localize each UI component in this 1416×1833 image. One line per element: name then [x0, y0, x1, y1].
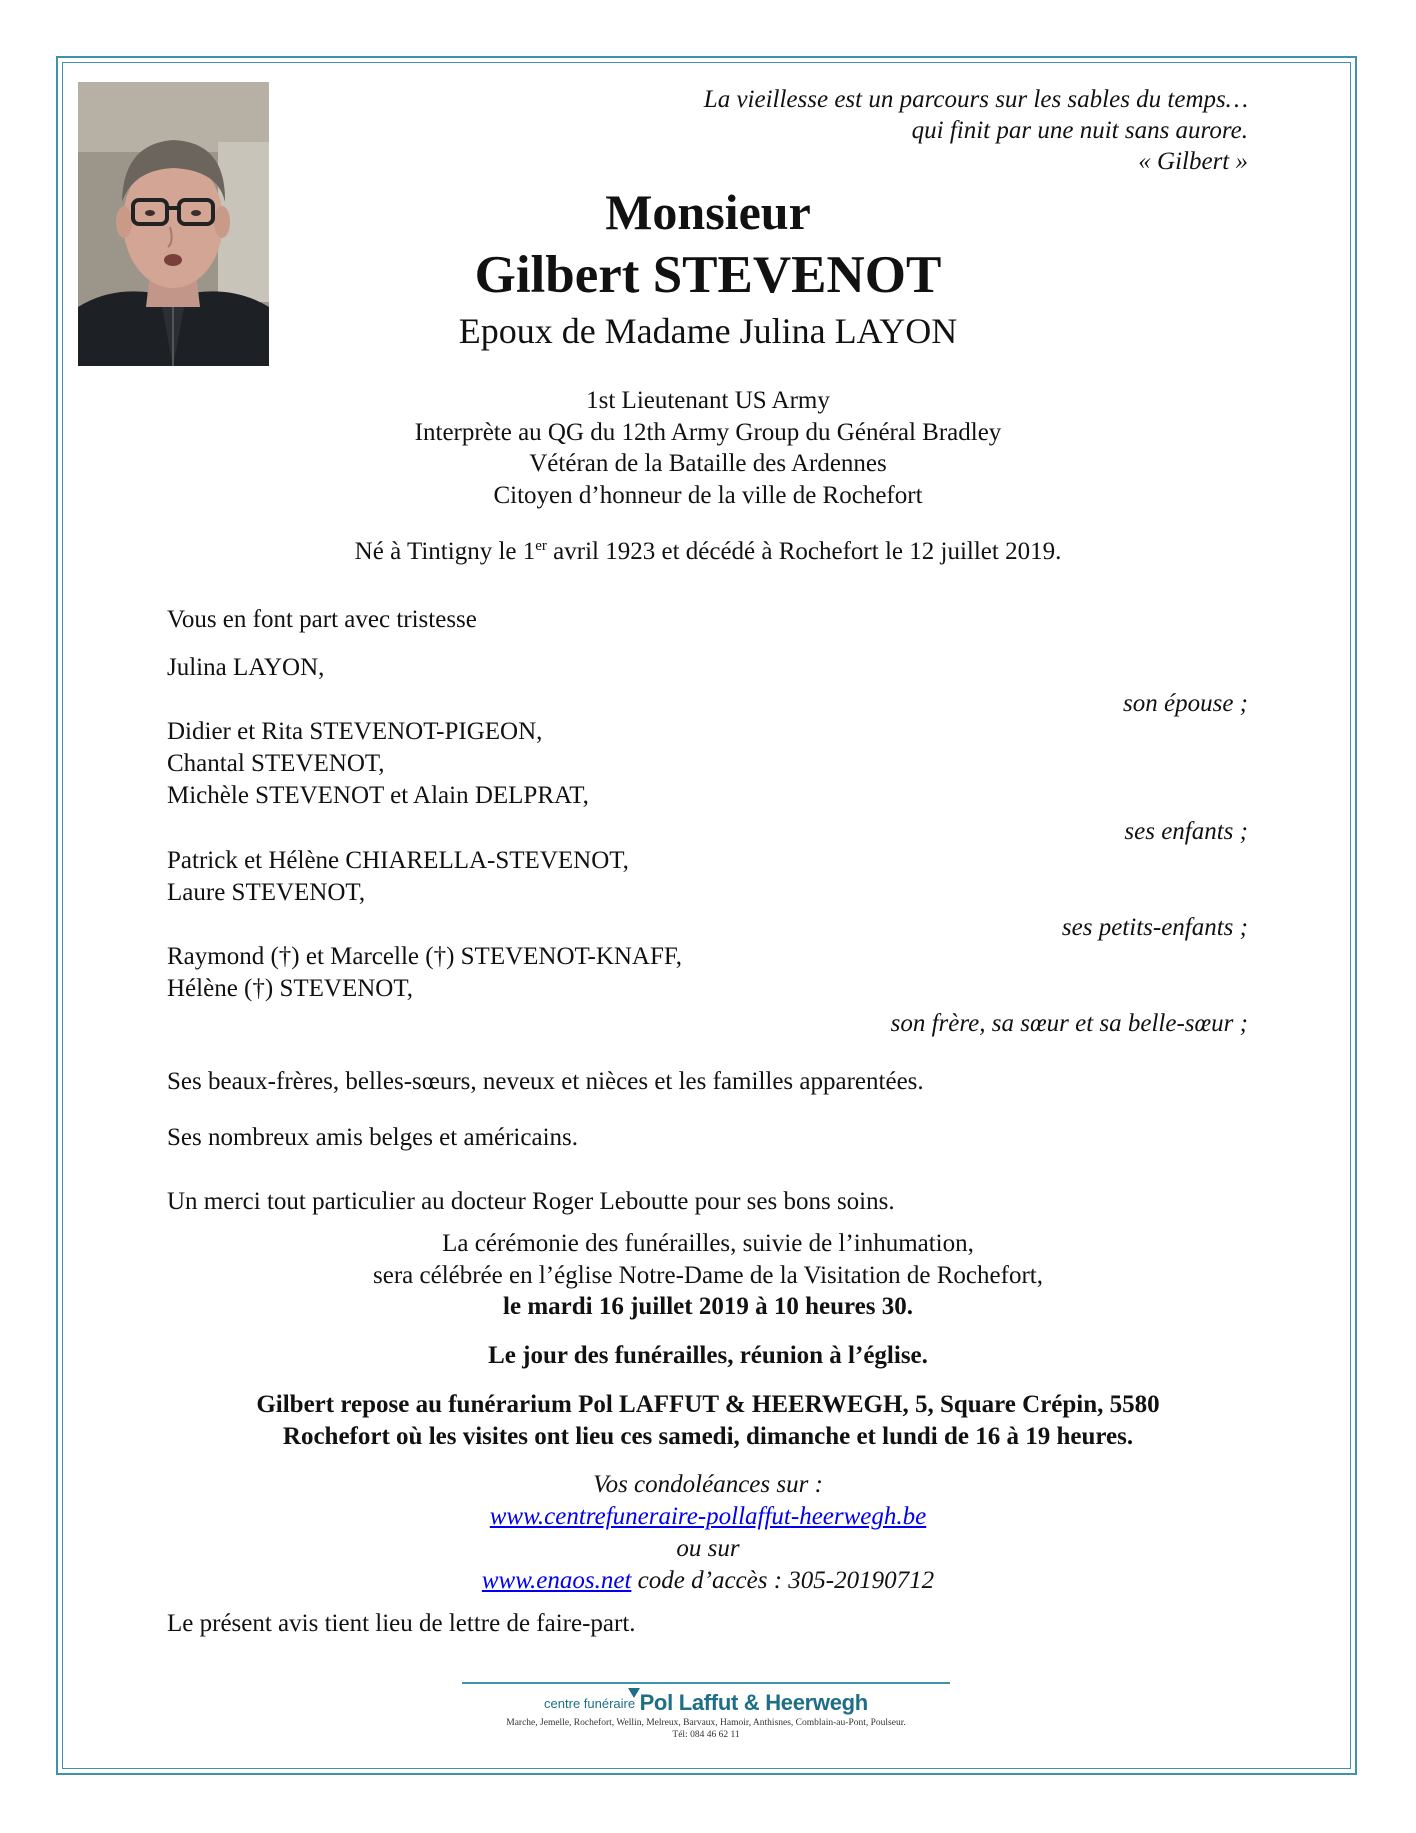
family-member: Didier et Rita STEVENOT-PIGEON, [167, 718, 543, 745]
condolences-intro: Vos condoléances sur : [593, 1471, 823, 1498]
family-children [167, 716, 589, 812]
family-member: Patrick et Hélène CHIARELLA-STEVENOT, [167, 847, 629, 874]
honorific: Monsieur [605, 184, 811, 240]
ceremony-line: La cérémonie des funérailles, suivie de l’inhumation, [442, 1230, 974, 1257]
relation-label: ses enfants ; [1124, 818, 1248, 845]
logo-name: Pol Laffut & Heerwegh [639, 1690, 868, 1715]
ceremony-info [0, 1228, 1416, 1323]
visits-info [0, 1389, 1416, 1453]
honor-line: 1st Lieutenant US Army [586, 387, 830, 414]
access-code: code d’accès : 305-20190712 [631, 1567, 935, 1594]
birth-text: Né à Tintigny le 1 [354, 538, 536, 565]
visits-line: Gilbert repose au funérarium Pol LAFFUT & HEERWEGH, 5, Square Crépin, 5580 [256, 1391, 1160, 1418]
visits-line: Rochefort où les visites ont lieu ces samedi, dimanche et lundi de 16 à 19 heures. [282, 1423, 1134, 1450]
family-grandchildren [167, 845, 629, 909]
closing-line: Le présent avis tient lieu de lettre de faire-part. [167, 1610, 636, 1637]
spouse-line: Epoux de Madame Julina LAYON [458, 311, 958, 351]
ordinal-suffix: er [535, 538, 547, 554]
honor-line: Interprète au QG du 12th Army Group du Général Bradley [414, 418, 1002, 446]
family-member: Michèle STEVENOT et Alain DELPRAT, [167, 782, 589, 809]
ceremony-date: le mardi 16 juillet 2019 à 10 heures 30. [503, 1293, 913, 1320]
logo-arrow-icon [628, 1688, 640, 1698]
extended-family: Ses beaux-frères, belles-sœurs, neveux et nièces et les familles apparentées. [167, 1068, 924, 1095]
funeral-home-logo [462, 1690, 950, 1740]
ceremony-line: sera célébrée en l’église Notre-Dame de la Visitation de Rochefort, [373, 1261, 1043, 1289]
condolences-link-enaos[interactable]: www.enaos.net [481, 1567, 632, 1594]
logo-prefix: centre funéraire [544, 1696, 636, 1711]
epigraph-line: La vieillesse est un parcours sur les sables du temps… [703, 86, 1248, 113]
relation-label: son frère, sa sœur et sa belle-sœur ; [890, 1010, 1248, 1037]
family-member: Hélène (†) STEVENOT, [167, 975, 413, 1002]
logo-phone: Tél: 084 46 62 11 [672, 1730, 740, 1740]
family-member: Julina LAYON, [167, 654, 325, 681]
epigraph-line: qui finit par une nuit sans aurore. [911, 117, 1248, 144]
gathering-line: Le jour des funérailles, réunion à l’église. [488, 1342, 928, 1369]
honor-line: Citoyen d’honneur de la ville de Rochefort [493, 481, 923, 509]
family-siblings [167, 941, 682, 1005]
relation-label: son épouse ; [1123, 690, 1248, 717]
condolences-link-funeral-home[interactable]: www.centrefuneraire-pollaffut-heerwegh.be [489, 1503, 927, 1530]
family-member: Chantal STEVENOT, [167, 750, 385, 777]
thanks-line: Un merci tout particulier au docteur Roger Leboutte pour ses bons soins. [167, 1188, 895, 1215]
family-member: Raymond (†) et Marcelle (†) STEVENOT-KNAFF, [167, 943, 683, 970]
family-member: Laure STEVENOT, [167, 879, 366, 906]
relation-label: ses petits-enfants ; [1061, 914, 1248, 941]
footer-divider [462, 1682, 950, 1684]
birth-death-line [0, 536, 1416, 567]
honor-line: Vétéran de la Bataille des Ardennes [529, 450, 887, 477]
logo-towns: Marche, Jemelle, Rochefort, Wellin, Melreux, Barvaux, Hamoir, Anthisnes, Comblain-au-Pont, Poulseur. [506, 1718, 906, 1728]
family-spouse [167, 652, 324, 684]
condolences-or: ou sur [676, 1535, 740, 1562]
condolences-info [0, 1469, 1416, 1597]
epigraph-quote [704, 84, 1248, 177]
epigraph-author: « Gilbert » [1138, 148, 1248, 175]
deceased-name: Gilbert STEVENOT [474, 246, 942, 304]
death-text: avril 1923 et décédé à Rochefort le 12 juillet 2019. [546, 538, 1062, 565]
honors-list [0, 385, 1416, 511]
announcement-intro: Vous en font part avec tristesse [167, 606, 477, 633]
friends-line: Ses nombreux amis belges et américains. [167, 1124, 578, 1151]
